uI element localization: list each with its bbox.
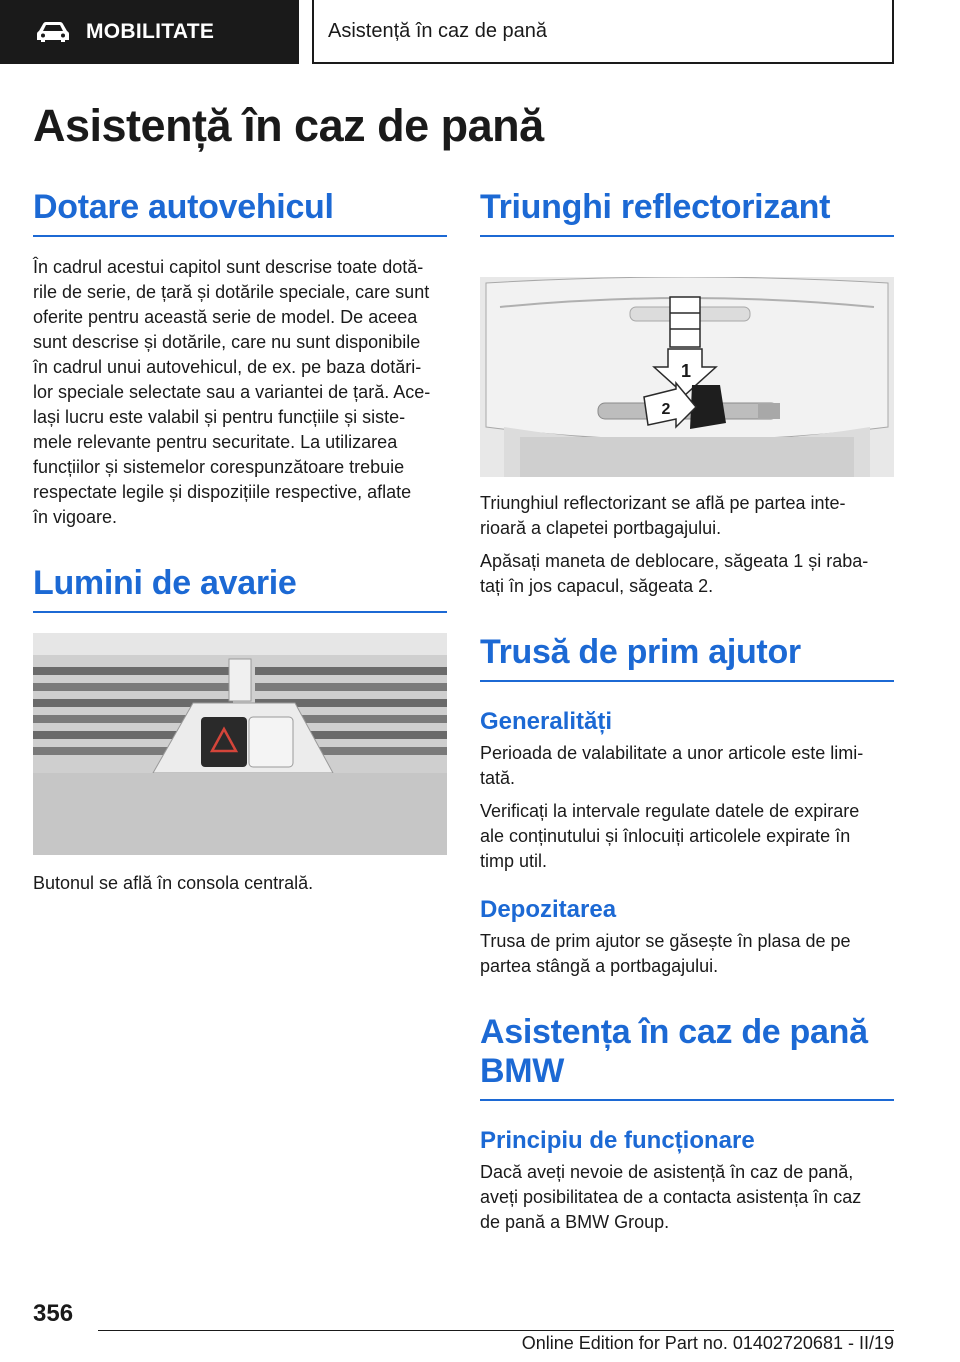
text-line: Triunghiul reflectorizant se află pe partea inte- bbox=[480, 493, 846, 514]
page-tab bbox=[312, 0, 894, 64]
text-line: Dacă aveți nevoie de asistență în caz de pană, bbox=[480, 1161, 854, 1182]
heading-warning-triangle: Triunghi reflectorizant bbox=[480, 188, 894, 237]
text-line: mele relevante pentru securitate. La utilizarea bbox=[33, 432, 398, 453]
heading-line: Asistența în caz de pană bbox=[480, 1012, 868, 1051]
text-line: lor speciale selectate sau a variantei de țară. Ace- bbox=[33, 382, 431, 403]
section-label: MOBILITATE bbox=[86, 20, 215, 43]
heading-general: Generalități bbox=[480, 708, 613, 736]
trunk-lid-figure bbox=[480, 277, 894, 477]
text-line: în vigoare. bbox=[33, 507, 118, 528]
text-line: Trusa de prim ajutor se găsește în plasa de pe bbox=[480, 930, 851, 951]
text-line: în cadrul unui autovehicul, de ex. pe baza dotări- bbox=[33, 357, 422, 378]
text-line: timp util. bbox=[480, 850, 548, 871]
hazard-caption: Butonul se află în consola centrală. bbox=[33, 873, 314, 894]
principle-paragraph bbox=[480, 1160, 894, 1235]
section-tab[interactable] bbox=[0, 0, 299, 64]
heading-storage: Depozitarea bbox=[480, 895, 617, 923]
heading-bmw-roadside bbox=[480, 1013, 894, 1101]
text-line: ale conținutului și înlocuiți articolele expirate în bbox=[480, 825, 851, 846]
left-column bbox=[33, 188, 447, 896]
general-paragraph-1 bbox=[480, 741, 894, 791]
car-icon bbox=[36, 21, 70, 43]
text-line: Verificați la intervale regulate datele de expirare bbox=[480, 800, 860, 821]
page-number: 356 bbox=[33, 1300, 74, 1327]
text-line: tată. bbox=[480, 767, 516, 788]
text-line: În cadrul acestui capitol sunt descrise toate dotă- bbox=[33, 257, 424, 278]
text-line: rile de serie, de țară și dotările speciale, care sunt bbox=[33, 282, 430, 303]
arrow-label-2: 2 bbox=[661, 401, 671, 419]
text-line: funcțiilor și sistemelor corespunzătoare trebuie bbox=[33, 457, 405, 478]
storage-paragraph bbox=[480, 929, 894, 979]
text-line: respectate legile și dispozițiile respective, aflate bbox=[33, 482, 412, 503]
hazard-button-figure bbox=[33, 633, 447, 855]
right-column bbox=[480, 188, 894, 1235]
text-line: rioară a clapetei portbagajului. bbox=[480, 518, 722, 539]
text-line: oferite pentru această serie de model. De aceea bbox=[33, 307, 418, 328]
text-line: Perioada de valabilitate a unor articole este limi- bbox=[480, 742, 864, 763]
text-line: sunt descrise și dotările, care nu sunt disponibile bbox=[33, 332, 421, 353]
heading-first-aid-kit: Trusă de prim ajutor bbox=[480, 633, 894, 682]
page-title: Asistență în caz de pană bbox=[33, 100, 544, 151]
footer-divider bbox=[98, 1330, 894, 1331]
arrow-label-1: 1 bbox=[680, 361, 692, 382]
triangle-paragraph-1 bbox=[480, 491, 894, 541]
heading-principle: Principiu de funcționare bbox=[480, 1126, 755, 1154]
triangle-paragraph-2 bbox=[480, 549, 894, 599]
general-paragraph-2 bbox=[480, 799, 894, 874]
edition-text: Online Edition for Part no. 01402720681 - II/19 bbox=[521, 1333, 894, 1353]
text-line: partea stângă a portbagajului. bbox=[480, 955, 719, 976]
text-line: aveți posibilitatea de a contacta asistența în caz bbox=[480, 1186, 862, 1207]
heading-line: BMW bbox=[480, 1051, 565, 1090]
equipment-paragraph bbox=[33, 255, 447, 530]
heading-hazard-lights: Lumini de avarie bbox=[33, 564, 447, 613]
text-line: de pană a BMW Group. bbox=[480, 1211, 670, 1232]
text-line: tați în jos capacul, săgeata 2. bbox=[480, 576, 714, 597]
heading-equipment: Dotare autovehicul bbox=[33, 188, 447, 237]
text-line: lași lucru este valabil și pentru funcțiile și siste- bbox=[33, 407, 406, 428]
text-line: Apăsați maneta de deblocare, săgeata 1 și raba- bbox=[480, 551, 869, 572]
page-label: Asistență în caz de pană bbox=[328, 19, 548, 42]
page-header bbox=[0, 0, 960, 66]
